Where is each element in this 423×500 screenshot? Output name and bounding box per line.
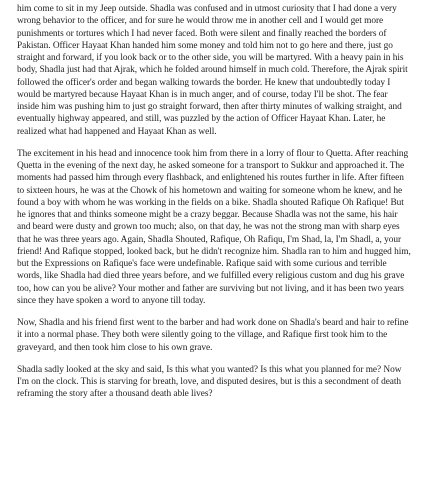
paragraph-border-crossing: him come to sit in my Jeep outside. Shadla was confused and in utmost curiosity that I had done a very wrong behavior to the officer, and for sure he would throw me in another cell and I would get more punishments or tortures which I had never faced. Both were silent and finally reached the borders of Pakistan. Officer Hayaat Khan handed him some money and told him not to go here and there, just go straight and forward, if you look back or to the other side, you will be martyred. With a heavy pain in his body, Shadla just had that Ajrak, which he folded around himself in much cold. Therefore, the Ajrak spirit followed the officer's order and began walking towards the border. He knew that undoubtedly today I would be martyred because Hayaat Khan is in much anger, and of course, today I'll be shot. The fear inside him was pushing him to just go straight forward, then after thirty minutes of walking straight, and eventually highway appeared, and still, was puzzled by the action of Officer Hayaat Khan. Later, he realized what had happened and Hayaat Khan as well. (17, 4, 408, 137)
paragraph-looking-at-sky: Shadla sadly looked at the sky and said, Is this what you wanted? Is this what you planned for me? Now I'm on the clock. This is starving for breath, love, and disputed desires, but is this a secondment of death reframing the story after a thousand death able lives? (17, 364, 402, 400)
paragraph-return-home: The excitement in his head and innocence took him from there in a lorry of flour to Quetta. After reaching Quetta in the evening of the next day, he asked someone for a transport to Sukkur and approached it. The moments had passed him through every flashback, and enlightened his routes further in life. After fifteen to sixteen hours, he was at the Chowk of his hometown and waiting for someone whom he knew, and he found a boy with whom he was working in the fields on a bike. Shadla shouted Rafique Oh Rafique! But he ignores that and thinks someone might be a crazy beggar. Because Shadla was not the same, his hair and beard were dusty and grown too much; also, on that day, he was not the strong man with sharp eyes that he was three years ago. Again, Shadla Shouted, Rafique, Oh Rafiqu, I'm Shad, la, I'm Shadl, a, your friend! And Rafique stopped, looked back, but he didn't recognize him. Shadla ran to him and hugged him, but the Expressions on Rafique's face were undefinable. Rafique said with some curious and terrible words, like Shadla had died three years before, and we fulfilled every religious custom and dug his grave too, how can you be alive? Your mother and father are surviving but not living, and it has been two years since they have spoken a word to anyone till today. (17, 148, 411, 306)
paragraph-barber-graveyard: Now, Shadla and his friend first went to the barber and had work done on Shadla's beard and hair to refine it into a normal phase. They both were silently going to the village, and Rafique first took him to the graveyard, and then took him close to his own grave. (17, 318, 409, 353)
